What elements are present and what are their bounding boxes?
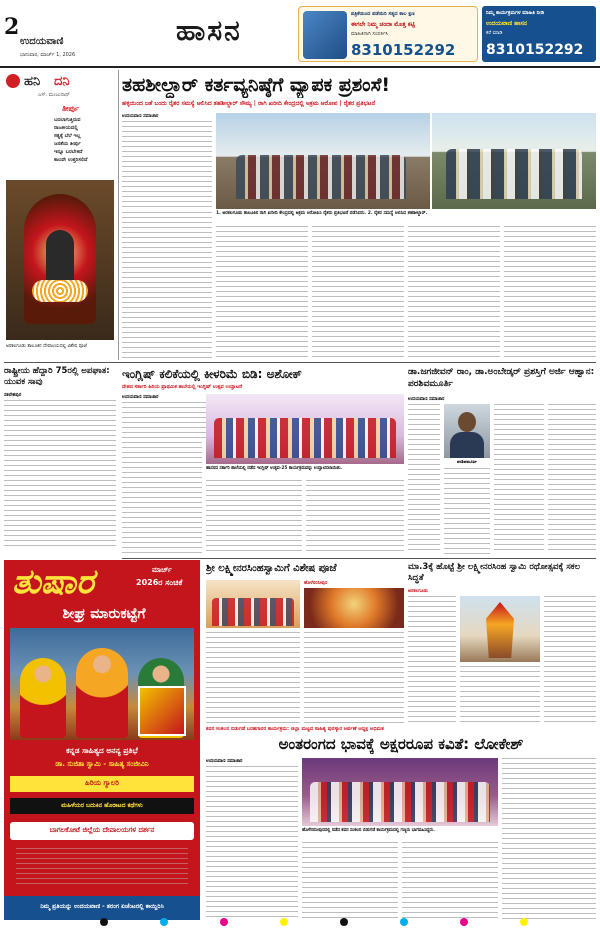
mar3-body-col-3 [544,596,596,724]
english-body-col-2 [122,442,202,554]
poetry-kicker: ಕವನ ಸಂಕಲನ ಬಿಡುಗಡೆ ಬರಹಗಾರರ ಕಾರ್ಯಕ್ರಮ: ಜಿಲ್ಲಾ ಮಟ್ಟದ ಸಾಹಿತ್ಯ ಪುರಸ್ಕಾರ ಅರ್ಪಣೆ ಅಧ್ಯಕ್ಷ ಅಭಿಮತ [206,726,384,732]
photo-caption: ಅರಕಲಗೂಡು ತಾಲೂಕಿನ ದೇವಾಲಯದಲ್ಲಿ ವಿಶೇಷ ಪೂಜೆ [6,344,87,349]
mar3-body-col-2 [460,666,540,724]
poem-line: ಕಾಲವೇ ಉತ್ತರಿಸಲಿದೆ [54,157,88,163]
ad-phone-number: 8310152292 [351,41,456,59]
accident-body [4,400,116,550]
reg-mark [400,918,408,926]
tushara-title: ತುಷಾರ [12,562,94,602]
lead-body-col-1 [122,121,212,209]
poetry-body-col-1 [206,766,298,920]
parashivamurthy-photo [444,404,490,458]
lakshmi-body-col-2 [304,632,404,724]
lead-body-col-2 [122,212,212,358]
phone-hand-illustration [303,11,347,59]
stage-crowd [214,418,396,458]
reg-mark [520,918,528,926]
jagjivan-headline: ಡಾ.ಜಗಜೀವನ್ ರಾಂ, ಡಾ.ಅಂಬೇಡ್ಕರ್ ಪ್ರಶಸ್ತಿಗೆ ಅರ್ಜಿ ಆಹ್ವಾನ: ಪರಶಿವಮೂರ್ತಿ [408,367,595,389]
tushara-line-6-box [4,896,200,920]
people-group [236,155,406,199]
jagjivan-body-col-2 [444,468,490,554]
reg-mark [100,918,108,926]
poetry-body-col-3 [402,842,498,920]
column-author: ಎಸ್. ಮಂಜುನಾಥ್ [38,92,70,98]
events-ad-line-2: ಉದಯವಾಣಿ ಹಾಸನ [486,20,527,27]
hani-dani-column [4,72,116,362]
poetry-byline: ಉದಯವಾಣಿ ಸಮಾಚಾರ [206,759,243,764]
lead-headline: ತಹಶೀಲ್ದಾರ್ ಕರ್ತವ್ಯನಿಷ್ಠೆಗೆ ವ್ಯಾಪಕ ಪ್ರಶಂಸೆ! [122,74,391,96]
lead-body-col-4 [312,226,404,358]
mid-rule [122,558,596,559]
lead-photo-1 [216,113,430,209]
registration-marks [100,918,560,928]
english-photo [206,394,404,464]
events-ad-line-3: ಕರೆ ಮಾಡಿ [486,30,503,36]
events-ad-phone: 8310152292 [486,42,584,58]
tushara-line-3-box [10,776,194,792]
page-number: 2 [4,14,20,40]
english-byline: ಉದಯವಾಣಿ ಸಮಾಚಾರ [122,395,159,400]
reg-mark [220,918,228,926]
events-ad [482,6,596,62]
english-body-col-3 [206,480,302,554]
english-body-col-1 [122,402,212,438]
date-line: ಭಾನುವಾರ, ಮಾರ್ಚ್ 1, 2026 [20,52,76,58]
lakshmi-body-col-1 [206,632,300,724]
lakshmi-byline: ಹೊಳೆನರಸೀಪುರ [304,581,328,586]
ad-line-2: ಈಗಲೇ ನಿಮ್ಮ ಚಂದಾ ಮೊತ್ತ ಕಟ್ಟಿ [351,21,415,28]
jagjivan-body-col-3 [494,404,544,554]
tushara-line-1: ಕನ್ನಡ ಸಾಹಿತ್ಯದ ಅನನ್ಯ ಪ್ರತಿಭೆ [66,746,138,755]
english-body-col-4 [306,480,404,554]
tushara-line-5-box [10,822,194,840]
lead-bottom-rule [4,362,596,363]
column-title-right: ದನಿ [54,74,70,89]
magazine-cover [138,686,186,736]
poem-title: ತೀರ್ಪು [62,104,80,113]
lead-body-col-3 [216,226,308,358]
tushara-line-3: ಹಿರಿಯ ಗ್ಯಾಲರಿ [85,779,119,787]
tushara-subtitle: ಶೀಘ್ರ ಮಾರುಕಟ್ಟೆಗೆ [62,606,146,622]
english-subhead: ದೇಶದ ಸರ್ಕಾರಿ ಹಿರಿಯ ಪ್ರಾಥಮಿಕ ಶಾಲೆಯಲ್ಲಿ ಇಂಗ್ಲಿಷ್ ಉತ್ಸವ ಉದ್ಘಾಟನೆ [122,384,243,390]
flower-garland [32,280,88,302]
poetry-caption: ಹೊಳೆನರಸೀಪುರದಲ್ಲಿ ನಡೆದ ಕವನ ಸಂಕಲನ ಬಿಡುಗಡೆ ಕಾರ್ಯಕ್ರಮದಲ್ಲಿ ಗಣ್ಯರು ಭಾಗವಹಿಸಿದ್ದರು. [302,828,435,833]
reg-mark [160,918,168,926]
tushara-contents-list [16,848,188,888]
portrait-label: ಪರಶಿವಮೂರ್ತಿ [457,459,477,464]
mar3-body-col-1 [408,596,456,724]
ad-line-1: ಪತ್ರಿಕೆಯಿಂದ ಪಡೆಯಿರಿ ಸತ್ಯದ ಕಾಲ ಕ್ಷಣ [351,11,415,17]
tushara-year: 2026ರ ಸಂಚಿಕೆ [136,578,183,587]
portrait-head [458,412,476,432]
column-logo [6,74,20,88]
dancer-2 [76,648,128,738]
dancers-photo [10,628,194,740]
lakshmi-photo-2 [304,588,404,628]
jagjivan-body-col-1 [408,404,440,554]
lead-body-col-5 [408,226,500,358]
english-caption: ಹಾಸನದ ಸರ್ಕಾರಿ ಶಾಲೆಯಲ್ಲಿ ನಡೆದ ಇಂಗ್ಲಿಷ್ ಉತ್ಸವ-25 ಕಾರ್ಯಕ್ರಮವನ್ನು ಉದ್ಘಾಟಿಸಲಾಯಿತು. [206,466,343,471]
events-ad-line-1: ನಿಮ್ಮ ಕಾರ್ಯಕ್ರಮಗಳ ಮಾಹಿತಿ ನೀಡಿ [486,10,545,16]
paper-name: ಉದಯವಾಣಿ [20,36,64,47]
accident-headline: ರಾಷ್ಟ್ರೀಯ ಹೆದ್ದಾರಿ 75ರಲ್ಲಿ ಅಪಘಾತ: ಯುವಕ ಸಾವು [4,366,110,387]
masthead-rule [0,66,600,68]
column-divider [118,70,119,360]
poetry-body-col-4 [502,758,596,920]
officials-group [446,149,582,199]
tushara-ad [4,560,200,920]
masthead [0,0,600,68]
lead-byline: ಉದಯವಾಣಿ ಸಮಾಚಾರ [122,114,159,119]
lakshmi-photo-1 [206,580,300,628]
poem-line: ಬದಲಾಗುತ್ತಿರುವ [54,117,81,123]
subscription-ad [298,6,478,62]
deity-figure [46,230,74,286]
tushara-line-4: ಮಹಿಳೆಯರ ಬದುಕಿನ ಹೊರಾಟದ ಕಥೆಗಳು [61,802,143,809]
english-headline: ಇಂಗ್ಲಿಷ್ ಕಲಿಕೆಯಲ್ಲಿ ಕೀಳರಿಮೆ ಬಿಡಿ: ಅಶೋಕ್ [122,367,302,381]
ad-line-3: ಮಾಹಿತಿಗಾಗಿ ಸಂಪರ್ಕಿಸಿ [351,31,389,37]
dignitaries-row [310,782,490,822]
chariot-photo [460,596,540,662]
poetry-headline: ಅಂತರಂಗದ ಭಾವಕ್ಕೆ ಅಕ್ಷರರೂಪ ಕವಿತೆ: ಲೋಕೇಶ್ [278,735,524,753]
portrait-body [450,432,484,458]
reg-mark [460,918,468,926]
lead-photo-2 [432,113,596,209]
deity-photo [6,180,114,340]
poetry-photo [302,758,498,826]
jagjivan-body-col-4 [548,404,596,554]
edition-title: ಹಾಸನ [176,14,242,47]
lead-photo-caption: 1. ಅರಕಲಗೂಡು ತಾಲೂಕಿನ ರಾಗಿ ಖರೀದಿ ಕೇಂದ್ರದಲ್ಲಿ ಅಕ್ರಮ ಆರೋಪಿಸಿ ರೈತರು ಪ್ರತಿಭಟನೆ ನಡೆಸಿದರು. 2. ರೈತರ ಸಮಸ್ಯೆ ಆಲಿಸಿದ ತಹಶೀಲ್ದಾರ್. [216,211,428,216]
tushara-month: ಮಾರ್ಚ್ [152,566,172,574]
lead-body-col-6 [504,226,596,358]
mar3-headline: ಮಾ.3ಕ್ಕೆ ಹೊಟ್ಟೆ ಶ್ರೀ ಲಕ್ಷ್ಮೀನರಸಿಂಹ ಸ್ವಾಮಿ ರಥೋತ್ಸವಕ್ಕೆ ಸಕಲ ಸಿದ್ಧತೆ [408,562,581,583]
reg-mark [280,918,288,926]
poetry-body-col-2 [302,842,398,920]
mar3-byline: ಅರಕಲಗೂಡು [408,589,428,594]
tushara-line-5: ಬಾಗಲಕೋಟೆ ಜಿಲ್ಲೆಯ ದೇವಾಲಯಗಳ ದರ್ಶನ [49,826,155,834]
reg-mark [340,918,348,926]
tushara-line-4-box [10,798,194,814]
accident-byline: ಸಕಲೇಶಪುರ [4,393,22,398]
column-title-left: ಹನಿ [24,74,41,89]
lead-subhead: ಹಳ್ಳಿಯಿಂದ ಜತೆ ಬಂದು ರೈತರ ಸಮಸ್ಯೆ ಆಲಿಸಿದ ತಹಶೀಲ್ದಾರ್ ಸೌಮ್ಯ | ರಾಗಿ ಖರೀದಿ ಕೇಂದ್ರದಲ್ಲಿ ಅಕ್ರಮ ಆರೋಪ | ರೈತರ ಪ್ರತಿಭಟನೆ [122,100,376,107]
lakshmi-headline: ಶ್ರೀ ಲಕ್ಷ್ಮೀನರಸಿಂಹಸ್ವಾಮಿಗೆ ವಿಶೇಷ ಪೂಜೆ [206,563,337,574]
jagjivan-byline: ಉದಯವಾಣಿ ಸಮಾಚಾರ [408,397,445,402]
poem-line: ಜನತೆಯ ತೀರ್ಪು [54,141,81,147]
dancer-1 [20,658,66,738]
poem-line: ರಾಜಕೀಯದಲ್ಲಿ [54,125,78,131]
tushara-line-2: ಡಾ. ಸುಜಿತಾ ಸ್ವಾಮಿ - ಸಾಹಿತ್ಯ ಸಂಜೀವಿನಿ [55,760,149,768]
devotees [212,598,294,626]
poem-line: ಇನ್ನೂ ಬರಬೇಕಿದೆ [54,149,83,155]
tushara-line-6: ನಿಮ್ಮ ಪ್ರತಿಯನ್ನು ಉದಯವಾಣಿ - ತರಂಗ ಏಜೆಂಟರಲ್ಲಿ ಕಾಯ್ದಿರಿಸಿ [40,903,164,910]
poem-line: ಸತ್ಯಕ್ಕೆ ಬೆಲೆ ಇಲ್ಲ [54,133,81,139]
chariot-tower [486,602,514,658]
